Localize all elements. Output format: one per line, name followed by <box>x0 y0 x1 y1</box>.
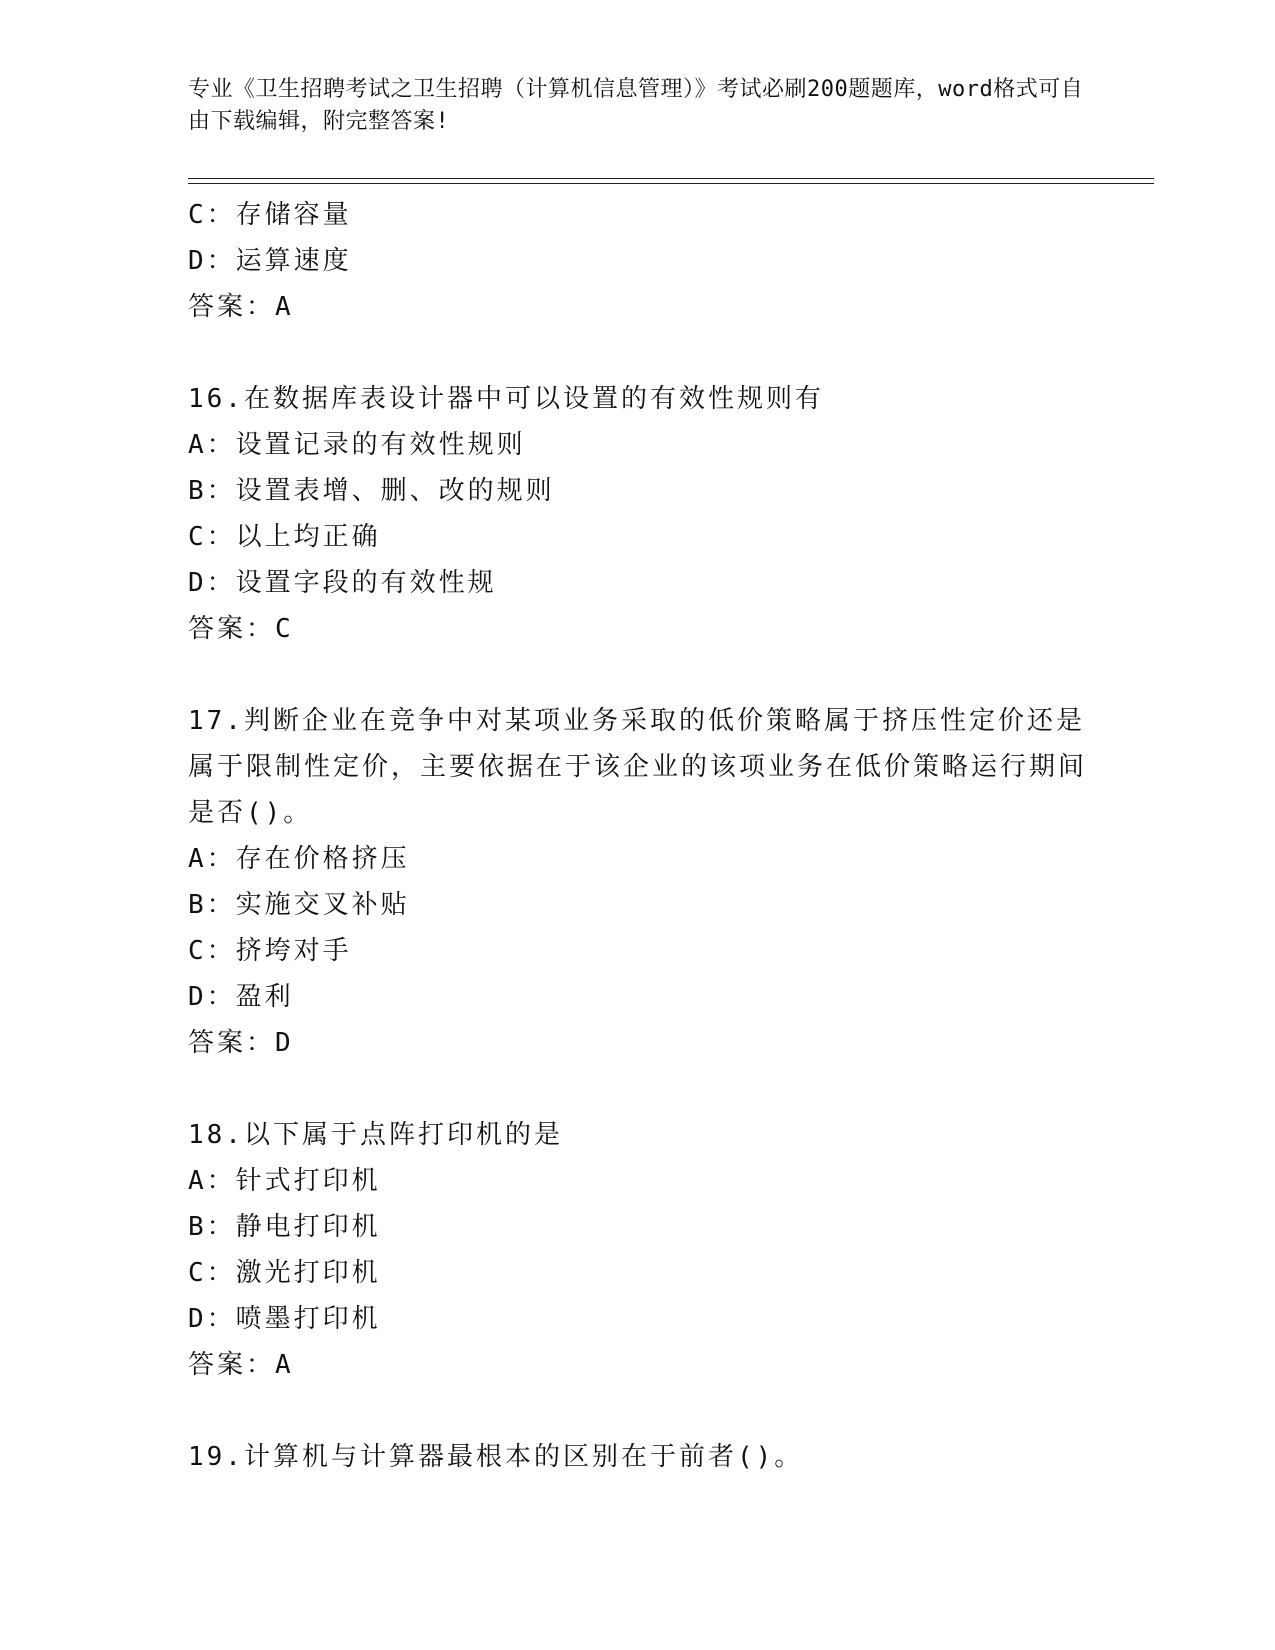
header-rule-bottom <box>188 183 1154 184</box>
option-b: B：实施交叉补贴 <box>188 890 410 920</box>
option-c: C：激光打印机 <box>188 1258 381 1288</box>
option-b: B：静电打印机 <box>188 1212 381 1242</box>
option-c: C：挤垮对手 <box>188 936 352 966</box>
header-title: 专业《卫生招聘考试之卫生招聘（计算机信息管理）》考试必刷200题题库，word格式可自由下载编辑，附完整答案! <box>188 77 1084 134</box>
option-a: A：针式打印机 <box>188 1166 381 1196</box>
spacer <box>188 1388 1088 1434</box>
option-a: A：存在价格挤压 <box>188 844 410 874</box>
answer: 答案：A <box>188 292 294 322</box>
answer: 答案：A <box>188 1350 294 1380</box>
option-d: D：盈利 <box>188 982 294 1012</box>
option-b: B：设置表增、删、改的规则 <box>188 476 555 506</box>
question-text: 16.在数据库表设计器中可以设置的有效性规则有 <box>188 384 824 414</box>
spacer <box>188 652 1088 698</box>
option-d: D：设置字段的有效性规 <box>188 568 497 598</box>
option-c: C：存储容量 <box>188 200 352 230</box>
option-d: D：喷墨打印机 <box>188 1304 381 1334</box>
spacer <box>188 330 1088 376</box>
question-text: 19.计算机与计算器最根本的区别在于前者()。 <box>188 1442 804 1472</box>
question-15-continued <box>188 192 1088 330</box>
question-text: 18.以下属于点阵打印机的是 <box>188 1120 563 1150</box>
option-a: A：设置记录的有效性规则 <box>188 430 526 460</box>
option-d: D：运算速度 <box>188 246 352 276</box>
document-header <box>188 74 1088 138</box>
header-rule-top <box>188 178 1154 179</box>
question-18 <box>188 1112 1088 1388</box>
answer: 答案：C <box>188 614 294 644</box>
question-16 <box>188 376 1088 652</box>
question-list <box>188 192 1088 1480</box>
option-c: C：以上均正确 <box>188 522 381 552</box>
spacer <box>188 1066 1088 1112</box>
question-19 <box>188 1434 1088 1480</box>
answer: 答案：D <box>188 1028 294 1058</box>
question-17 <box>188 698 1088 1066</box>
question-text: 17.判断企业在竞争中对某项业务采取的低价策略属于挤压性定价还是属于限制性定价，主要依据在于该企业的该项业务在低价策略运行期间是否()。 <box>188 706 1088 828</box>
